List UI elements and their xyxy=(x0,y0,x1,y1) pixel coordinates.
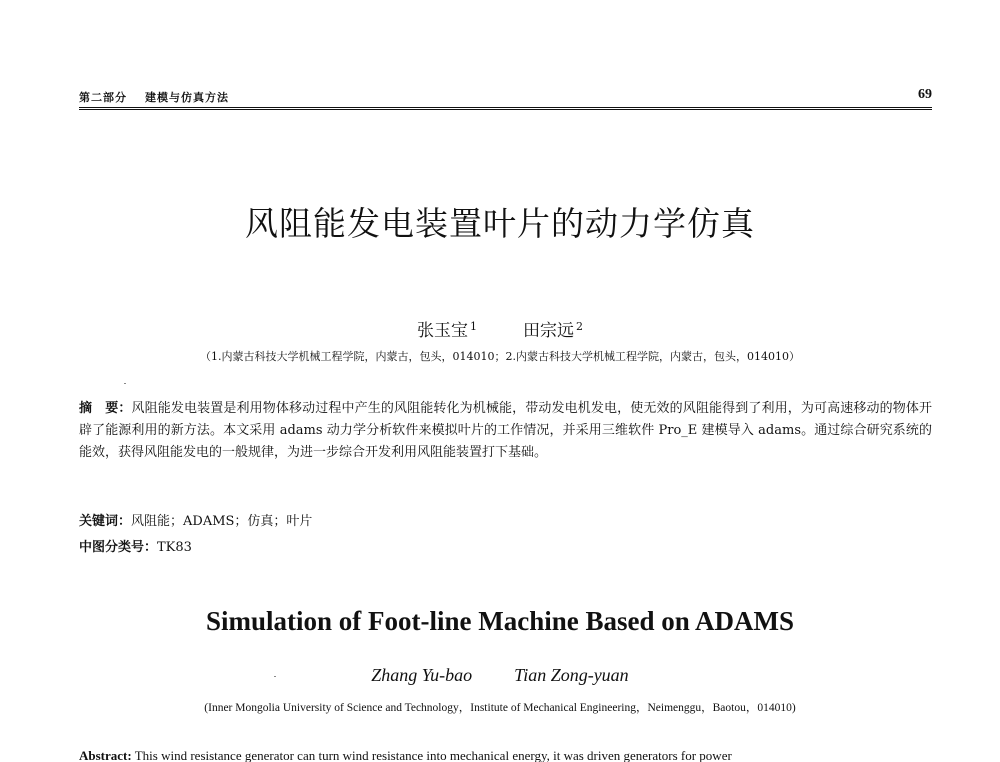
classification-text: TK83 xyxy=(157,540,192,555)
paper-title-chinese: 风阻能发电装置叶片的动力学仿真 xyxy=(245,204,755,243)
abstract-text: 风阻能发电装置是利用物体移动过程中产生的风阻能转化为机械能，带动发电机发电，使无效的风阻能得到了利用，为可高速移动的物体开辟了能源利用的新方法。本文采用 adams 动力学分析软件来模拟叶片的工作情况，并采用三维软件 Pro_E 建模导入 adams。通过综合研究系统的能效，获得风阻能发电的一般规律，为进一步综合开发利用风阻能装置打下基础。 xyxy=(79,401,932,460)
header-rule xyxy=(79,107,932,110)
header-section: 建模与仿真方法 xyxy=(145,91,229,104)
author-1-name: 张玉宝 xyxy=(417,321,468,341)
author-1-english: Zhang Yu-bao xyxy=(371,665,473,685)
page-number: 69 xyxy=(918,87,932,102)
affiliation-english: (Inner Mongolia University of Science and Technology，Institute of Mechanical Engineering，Neimenggu，Baotou，014010) xyxy=(204,702,796,714)
affiliation-chinese: （1.内蒙古科技大学机械工程学院，内蒙古，包头，014010；2.内蒙古科技大学机械工程学院，内蒙古，包头，014010） xyxy=(200,350,800,363)
author-2-english: Tian Zong-yuan xyxy=(514,665,629,685)
authors-chinese xyxy=(0,316,1000,341)
author-1-mark: 1 xyxy=(470,320,477,333)
keywords-text: 风阻能；ADAMS；仿真；叶片 xyxy=(131,514,313,529)
abstract-chinese xyxy=(79,398,932,464)
classification-chinese xyxy=(79,536,192,555)
abstract-label: 摘 要： xyxy=(79,401,132,416)
classification-label: 中图分类号： xyxy=(79,540,158,555)
paper-title-english: Simulation of Foot-line Machine Based on ADAMS xyxy=(205,606,795,636)
scan-speck xyxy=(124,383,126,384)
author-2-name: 田宗远 xyxy=(523,321,574,341)
abstract-english-text: This wind resistance generator can turn wind resistance into mechanical energy, it was driven generators for power xyxy=(134,748,732,762)
header-part: 第二部分 xyxy=(79,91,127,104)
abstract-english-label: Abstract: xyxy=(79,748,132,762)
keywords-chinese xyxy=(79,510,312,529)
keywords-label: 关键词： xyxy=(79,514,132,529)
running-header xyxy=(79,89,229,105)
author-2-mark: 2 xyxy=(576,320,583,333)
authors-english xyxy=(0,665,1000,686)
